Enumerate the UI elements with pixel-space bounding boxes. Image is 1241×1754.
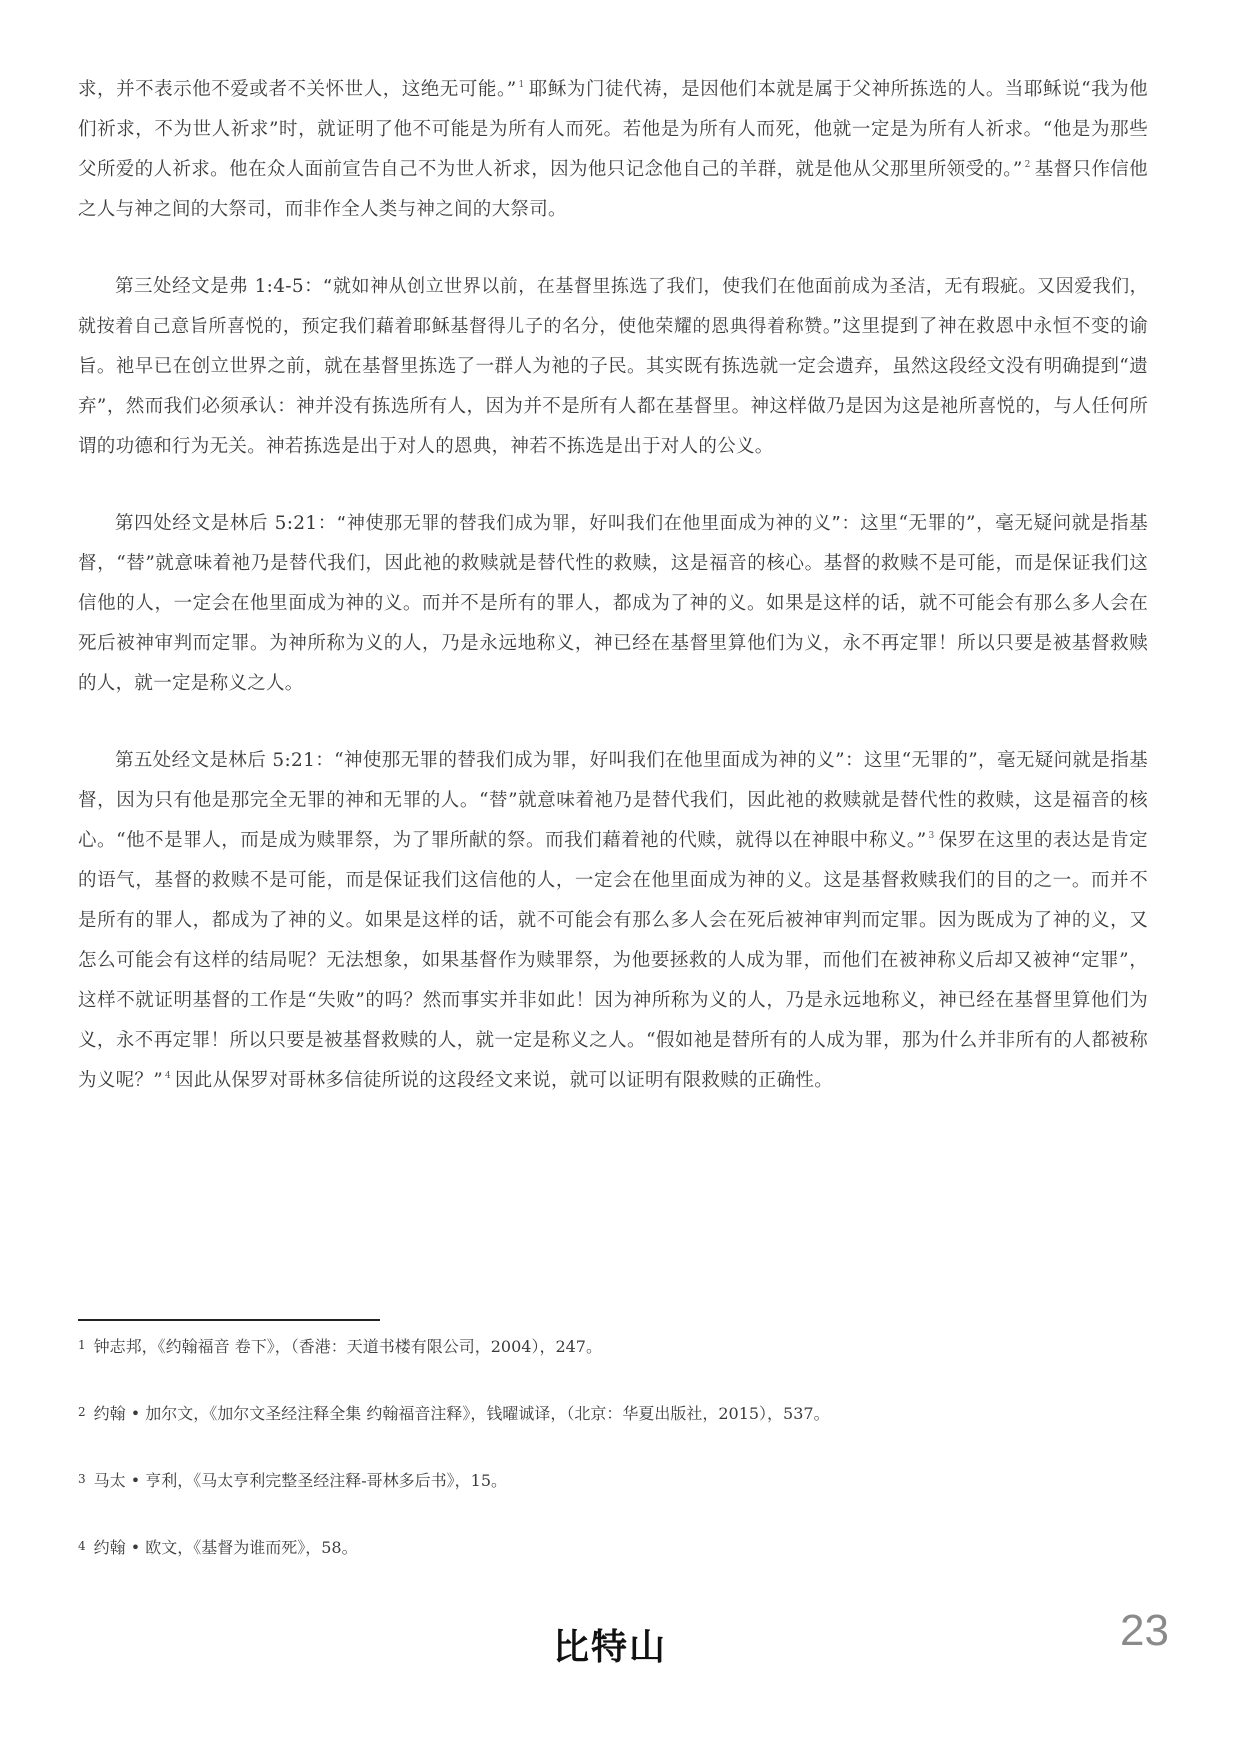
paragraph-1-text-b: 耶稣为门徒代祷，是因他们本就是属于父神所拣选的人。当耶稣说“我为他们祈求，不为世人祈求”时，就证明了他不可能是为所有人而死。若他是为所有人而死，他就一定是为所有人祈求。“他是为那些父所爱的人祈求。他在众人面前宣告自己不为世人祈求，因为他只记念他自己的羊群，就是他从父那里所领受的。” (78, 79, 1148, 180)
paragraph-3-text-a: 第四处经文是林后 5:21： (115, 513, 337, 534)
footnote-text: 马太 • 亨利，《马太亨利完整圣经注释-哥林多后书》，15。 (93, 1471, 508, 1490)
publisher-logo: 比特山 (553, 1627, 668, 1668)
paragraph-2-scripture-quote: “就如神从创立世界以前，在基督里拣选了我们，使我们在他面前成为圣洁，无有瑕疵。又因爱我们，就按着自己意旨所喜悦的，预定我们藉着耶稣基督得儿子的名分，使他荣耀的恩典得着称赞。” (78, 276, 1148, 337)
paragraph-1-text-c: 基督只作信他之人与神之间的大祭司，而非作全人类与神之间的大祭司。 (78, 159, 1148, 220)
footnote-separator (78, 1319, 380, 1321)
footnote-3 (78, 1461, 1158, 1528)
footnote-4 (78, 1528, 1158, 1595)
page-number: 23 (1120, 1606, 1169, 1655)
footnote-number: 2 (78, 1405, 86, 1419)
footnote-number: 3 (78, 1472, 86, 1486)
paragraph-2-text-a: 第三处经文是弗 1:4-5： (115, 276, 324, 297)
paragraph-4-text-a: 第五处经文是林后 5:21：“神使那无罪的替我们成为罪，好叫我们在他里面成为神的义”：这里“无罪的”，毫无疑问就是指基督，因为只有他是那完全无罪的神和无罪的人。“替”就意味着祂乃是替代我们，因此祂的救赎就是替代性的救赎，这是福音的核心。“他不是罪人，而是成为赎罪祭，为了罪所献的祭。而我们藉着祂的代赎，就得以在神眼中称义。” (78, 750, 1148, 851)
footnote-1 (78, 1327, 1158, 1394)
paragraph-4-text-c: 因此从保罗对哥林多信徒所说的这段经文来说，就可以证明有限救赎的正确性。 (175, 1070, 834, 1091)
paragraph-2-text-b: 这里提到了神在救恩中永恒不变的谕旨。祂早已在创立世界之前，就在基督里拣选了一群人为祂的子民。其实既有拣选就一定会遗弃，虽然这段经文没有明确提到“遗弃”，然而我们必须承认：神并没有拣选所有人，因为并不是所有人都在基督里。神这样做乃是因为这是祂所喜悦的，与人任何所谓的功德和行为无关。神若拣选是出于对人的恩典，神若不拣选是出于对人的公义。 (78, 316, 1148, 457)
paragraph-3-scripture-quote: “神使那无罪的替我们成为罪，好叫我们在他里面成为神的义”： (336, 513, 861, 534)
footnote-number: 1 (78, 1338, 86, 1352)
paragraph-3-text-b: 这里“无罪的”，毫无疑问就是指基督，“替”就意味着祂乃是替代我们，因此祂的救赎就是替代性的救赎，这是福音的核心。基督的救赎不是可能，而是保证我们这信他的人，一定会在他里面成为神的义。而并不是所有的罪人，都成为了神的义。如果是这样的话，就不可能会有那么多人会在死后被神审判而定罪。为神所称为义的人，乃是永远地称义，神已经在基督里算他们为义，永不再定罪！所以只要是被基督救赎的人，就一定是称义之人。 (78, 513, 1148, 694)
paragraph-4 (78, 741, 1148, 1101)
paragraph-1-text-a: 求，并不表示他不爱或者不关怀世人，这绝无可能。” (78, 79, 517, 100)
footnote-ref-1[interactable]: 1 (518, 80, 525, 90)
footnote-2 (78, 1394, 1158, 1461)
footnote-number: 4 (78, 1539, 86, 1553)
footnote-ref-3[interactable]: 3 (928, 831, 935, 841)
page-body (78, 70, 1148, 1138)
footnote-text: 钟志邦，《约翰福音 卷下》，（香港：天道书楼有限公司，2004），247。 (93, 1337, 602, 1356)
footnote-text: 约翰 • 欧文，《基督为谁而死》，58。 (93, 1538, 358, 1557)
footnote-ref-4[interactable]: 4 (164, 1071, 171, 1081)
paragraph-3 (78, 504, 1148, 704)
footnote-ref-2[interactable]: 2 (1024, 160, 1031, 170)
paragraph-2 (78, 267, 1148, 467)
footnotes (78, 1327, 1158, 1595)
footnote-text: 约翰 • 加尔文，《加尔文圣经注释全集 约翰福音注释》，钱曜诚译，（北京：华夏出版社，2015），537。 (93, 1404, 830, 1423)
paragraph-4-text-b: 保罗在这里的表达是肯定的语气，基督的救赎不是可能，而是保证我们这信他的人，一定会在他里面成为神的义。这是基督救赎我们的目的之一。而并不是所有的罪人，都成为了神的义。如果是这样的话，就不可能会有那么多人会在死后被神审判而定罪。因为既成为了神的义，又怎么可能会有这样的结局呢？无法想象，如果基督作为赎罪祭，为他要拯救的人成为罪，而他们在被神称义后却又被神“定罪”，这样不就证明基督的工作是“失败”的吗？然而事实并非如此！因为神所称为义的人，乃是永远地称义，神已经在基督里算他们为义，永不再定罪！所以只要是被基督救赎的人，就一定是称义之人。“假如祂是替所有的人成为罪，那为什么并非所有的人都被称为义呢？” (78, 830, 1148, 1091)
paragraph-1 (78, 70, 1148, 230)
